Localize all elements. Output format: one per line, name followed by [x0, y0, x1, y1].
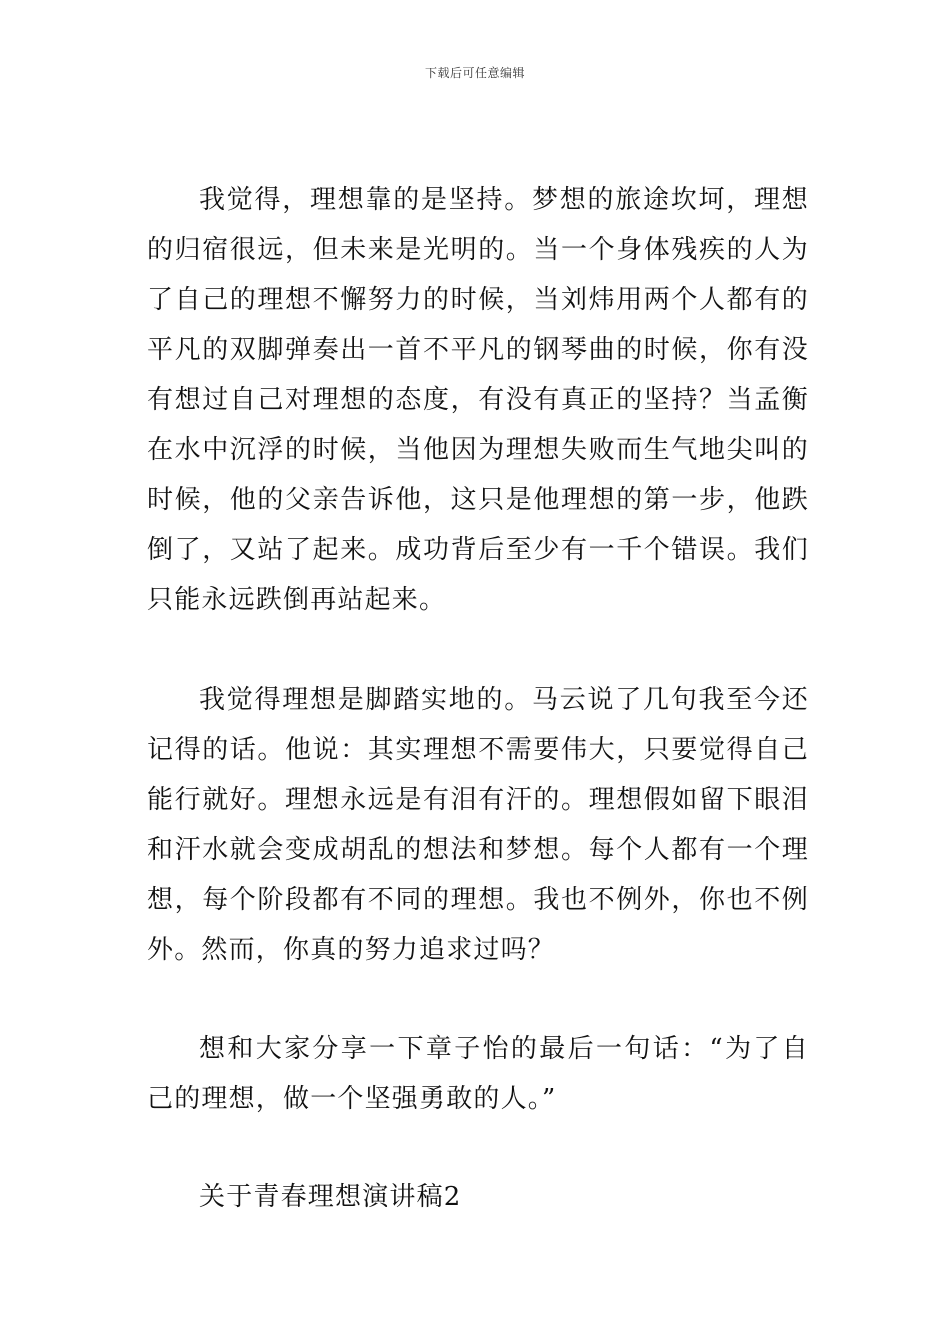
page-header: 下载后可任意编辑 — [424, 66, 525, 80]
body-paragraph: 想和大家分享一下章子怡的最后一句话：“为了自己的理想，做一个坚强勇敢的人。” — [147, 1034, 809, 1114]
section-title: 关于青春理想演讲稿2 — [199, 1182, 462, 1212]
body-paragraph: 我觉得理想是脚踏实地的。马云说了几句我至今还记得的话。他说：其实理想不需要伟大，只要觉得自己能行就好。理想永远是有泪有汗的。理想假如留下眼泪和汗水就会变成胡乱的想法和梦想。每个人都有一个理想，每个阶段都有不同的理想。我也不例外，你也不例外。然而，你真的努力追求过吗？ — [147, 685, 809, 965]
body-paragraph: 我觉得，理想靠的是坚持。梦想的旅途坎坷，理想的归宿很远，但未来是光明的。当一个身体残疾的人为了自己的理想不懈努力的时候，当刘炜用两个人都有的平凡的双脚弹奏出一首不平凡的钢琴曲的时候，你有没有想过自己对理想的态度，有没有真正的坚持？当孟衡在水中沉浮的时候，当他因为理想失败而生气地尖叫的时候，他的父亲告诉他，这只是他理想的第一步，他跌倒了，又站了起来。成功背后至少有一千个错误。我们只能永远跌倒再站起来。 — [147, 185, 809, 615]
